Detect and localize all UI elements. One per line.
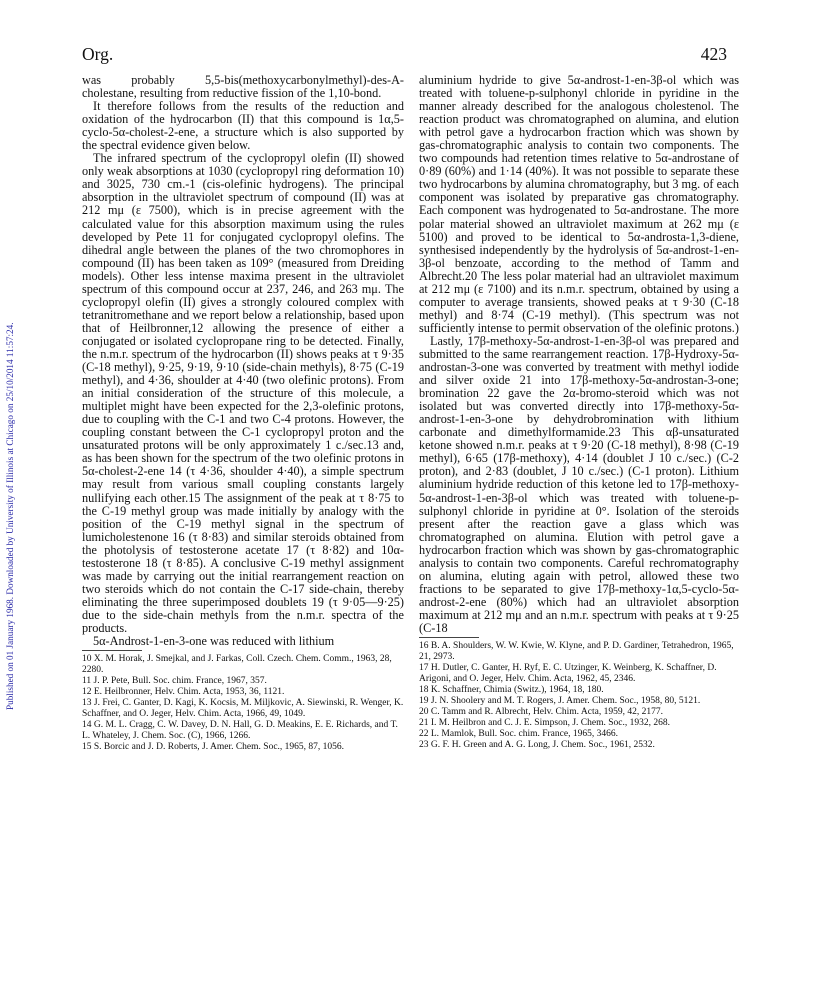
footnote: 22 L. Mamlok, Bull. Soc. chim. France, 1965, 3466.: [419, 729, 618, 740]
right-column: [419, 74, 739, 751]
footnote: 11 J. P. Pete, Bull. Soc. chim. France, 1967, 357.: [82, 676, 267, 687]
footnote: 14 G. M. L. Cragg, C. W. Davey, D. N. Hall, G. D. Meakins, E. E. Richards, and T. L. Whateley, J. Chem. Soc. (C), 1966, 1266.: [82, 720, 398, 742]
left-footnotes: [82, 654, 404, 753]
footnote-rule: [419, 637, 479, 638]
footnote: 16 B. A. Shoulders, W. W. Kwie, W. Klyne, and P. D. Gardiner, Tetrahedron, 1965, 21, 2973.: [419, 641, 734, 663]
footnote: 23 G. F. H. Green and A. G. Long, J. Chem. Soc., 1961, 2532.: [419, 740, 655, 751]
journal-header: Org.: [82, 44, 114, 64]
right-footnotes: [419, 641, 739, 751]
right-paragraph-2: Lastly, 17β-methoxy-5α-androst-1-en-3β-ol was prepared and submitted to the same rearrangement reaction. 17β-Hydroxy-5α-androstan-3-one was converted by treatment with methyl iodide and silver oxide 21 into 17β-methoxy-5α-androstan-3-one; bromination 22 gave the 2α-bromo-steroid which was not isolated but was converted directly into 17β-methoxy-5α-androst-1-en-3-one by dehydrobromination with lithium carbonate and dimethylformamide.23 This αβ-unsaturated ketone showed n.m.r. peaks at τ 9·20 (C-18 methyl), 8·98 (C-19 methyl), 6·65 (17β-methoxy), 4·14 (doublet J 10 c./sec.) (C-2 proton), and 2·83 (doublet, J 10 c./sec.) (C-1 proton). Lithium aluminium hydride reduction of this ketone led to 17β-methoxy-5α-androst-1-en-3β-ol which was treated with toluene-p-sulphonyl chloride in pyridine at 0°. Isolation of the steroids present after the reaction gave a glass which was chromatographed on alumina. Elution with petrol gave a hydrocarbon fraction which was shown by gas-chromatographic analysis to contain two components. Careful rechromatography on alumina, eluting again with petrol, allowed these two fractions to be separated to give 17β-methoxy-1α,5-cyclo-5α-androst-2-ene (80%) which had an ultraviolet absorption maximum at 212 mμ and an n.m.r. spectrum with peaks at τ 9·25 (C-18: [419, 333, 739, 635]
footnote: 10 X. M. Horak, J. Smejkal, and J. Farkas, Coll. Czech. Chem. Comm., 1963, 28, 2280.: [82, 654, 392, 676]
footnote: 21 I. M. Heilbron and C. J. E. Simpson, J. Chem. Soc., 1932, 268.: [419, 718, 670, 729]
right-paragraph-1: aluminium hydride to give 5α-androst-1-en-3β-ol which was treated with toluene-p-sulphonyl chloride in pyridine in the manner already described for the analogous cholestenol. The reaction product was chromatographed on alumina, and elution with petrol gave a hydrocarbon fraction which was shown by gas-chromatographic analysis to contain two components. The two compounds had retention times relative to 5α-androstane of 0·89 (60%) and 1·14 (40%). It was not possible to separate these two hydrocarbons by alumina chromatography, but 3 mg. of each component was isolated by preparative gas chromatography. Each component was hydrogenated to 5α-androstane. The more polar material showed an ultraviolet maximum at 262 mμ (ε 5100) and proved to be identical to 5α-androsta-1,3-diene, synthesised independently by the hydrolysis of 5α-androst-1-en-3β-ol benzoate, according to the method of Tamm and Albrecht.20 The less polar material had an ultraviolet maximum at 212 mμ (ε 7100) and its n.m.r. spectrum, obtained by using a computer to average transients, showed peaks at τ 9·30 (C-18 methyl) and 8·74 (C-19 methyl). (This spectrum was not sufficiently intense to permit observation of the olefinic protons.): [419, 73, 740, 335]
footnote: 15 S. Borcic and J. D. Roberts, J. Amer. Chem. Soc., 1965, 87, 1056.: [82, 742, 345, 753]
footnote: 18 K. Schaffner, Chimia (Switz.), 1964, 18, 180.: [419, 685, 604, 696]
left-paragraph-2: It therefore follows from the results of the reduction and oxidation of the hydrocarbon (II) that this compound is 1α,5-cyclo-5α-cholest-2-ene, a structure which is also supported by the spectral evidence given below.: [82, 99, 404, 153]
footnote: 20 C. Tamm and R. Albrecht, Helv. Chim. Acta, 1959, 42, 2177.: [419, 707, 663, 718]
left-column: [82, 74, 404, 753]
footnote: 12 E. Heilbronner, Helv. Chim. Acta, 1953, 36, 1121.: [82, 687, 285, 698]
left-paragraph-4: 5α-Androst-1-en-3-one was reduced with lithium: [93, 634, 335, 649]
footnote: 17 H. Dutler, C. Ganter, H. Ryf, E. C. Utzinger, K. Weinberg, K. Schaffner, D. Arigoni, and O. Jeger, Helv. Chim. Acta, 1962, 45, 2346.: [419, 663, 717, 685]
download-watermark: [4, 150, 18, 710]
footnote: 13 J. Frei, C. Ganter, D. Kagi, K. Kocsis, M. Miljkovic, A. Siewinski, R. Wenger, K. Schaffner, and O. Jeger, Helv. Chim. Acta, 1966, 49, 1049.: [82, 698, 404, 720]
page-number: 423: [700, 44, 727, 64]
left-paragraph-1: was probably 5,5-bis(methoxycarbonylmethyl)-des-A-cholestane, resulting from reductive fission of the 1,10-bond.: [82, 73, 404, 101]
footnote: 19 J. N. Shoolery and M. T. Rogers, J. Amer. Chem. Soc., 1958, 80, 5121.: [419, 696, 701, 707]
download-watermark-text: Published on 01 January 1968. Downloaded by University of Illinois at Chicago on 25/10/2014 11:57:24.: [5, 322, 15, 710]
footnote-rule: [82, 650, 142, 651]
left-paragraph-3: The infrared spectrum of the cyclopropyl olefin (II) showed only weak absorptions at 1030 (cyclopropyl ring deformation 10) and 3025, 730 cm.-1 (cis-olefinic hydrogens). The principal absorption in the ultraviolet spectrum of compound (II) was at 212 mμ (ε 7500), which is in precise agreement with the calculated value for this absorption maximum using the rules developed by Pete 11 for conjugated cyclopropyl olefins. The dihedral angle between the planes of the two chromophores in compound (II) has been taken as 109° (measured from Dreiding models). Other less intense maxima present in the ultraviolet spectrum of this compound occur at 237, 246, and 263 mμ. The cyclopropyl olefin (II) gives a strongly coloured complex with tetranitromethane and we report below a relationship, based upon that of Heilbronner,12 allowing the presence of either a conjugated or isolated cyclopropane ring to be detected. Finally, the n.m.r. spectrum of the hydrocarbon (II) shows peaks at τ 9·35 (C-18 methyl), 9·25, 9·19, 9·10 (side-chain methyls), 8·75 (C-19 methyl), and 4·36, shoulder at 4·40 (two olefinic protons). From an initial consideration of the structure of this molecule, a multiplet might have been expected for the 2,3-olefinic protons, due to coupling with the C-1 and two C-4 protons. However, the coupling constant between the C-1 cyclopropyl proton and the unsaturated protons will be only approximately 1 c./sec.13 and, as has been shown for the spectrum of the two olefinic protons in 5α-cholest-2-ene 14 (τ 4·36, shoulder 4·40), a simple spectrum may result from various small coupling constants largely nullifying each other.15 The assignment of the peak at τ 8·75 to the C-19 methyl group was made initially by analogy with the position of the C-19 methyl signal in the spectrum of lumicholestenone 16 (τ 8·83) and similar steroids obtained from the photolysis of testosterone acetate 17 (τ 8·82) and 10α-testosterone 18 (τ 8·85). A conclusive C-19 methyl assignment was made by carrying out the initial rearrangement reaction on two steroids which do not contain the C-17 side-chain, thereby eliminating the three superimposed doublets 19 (τ 9·05—9·25) due to the side-chain methyls from the n.m.r. spectra of the products.: [82, 151, 404, 635]
